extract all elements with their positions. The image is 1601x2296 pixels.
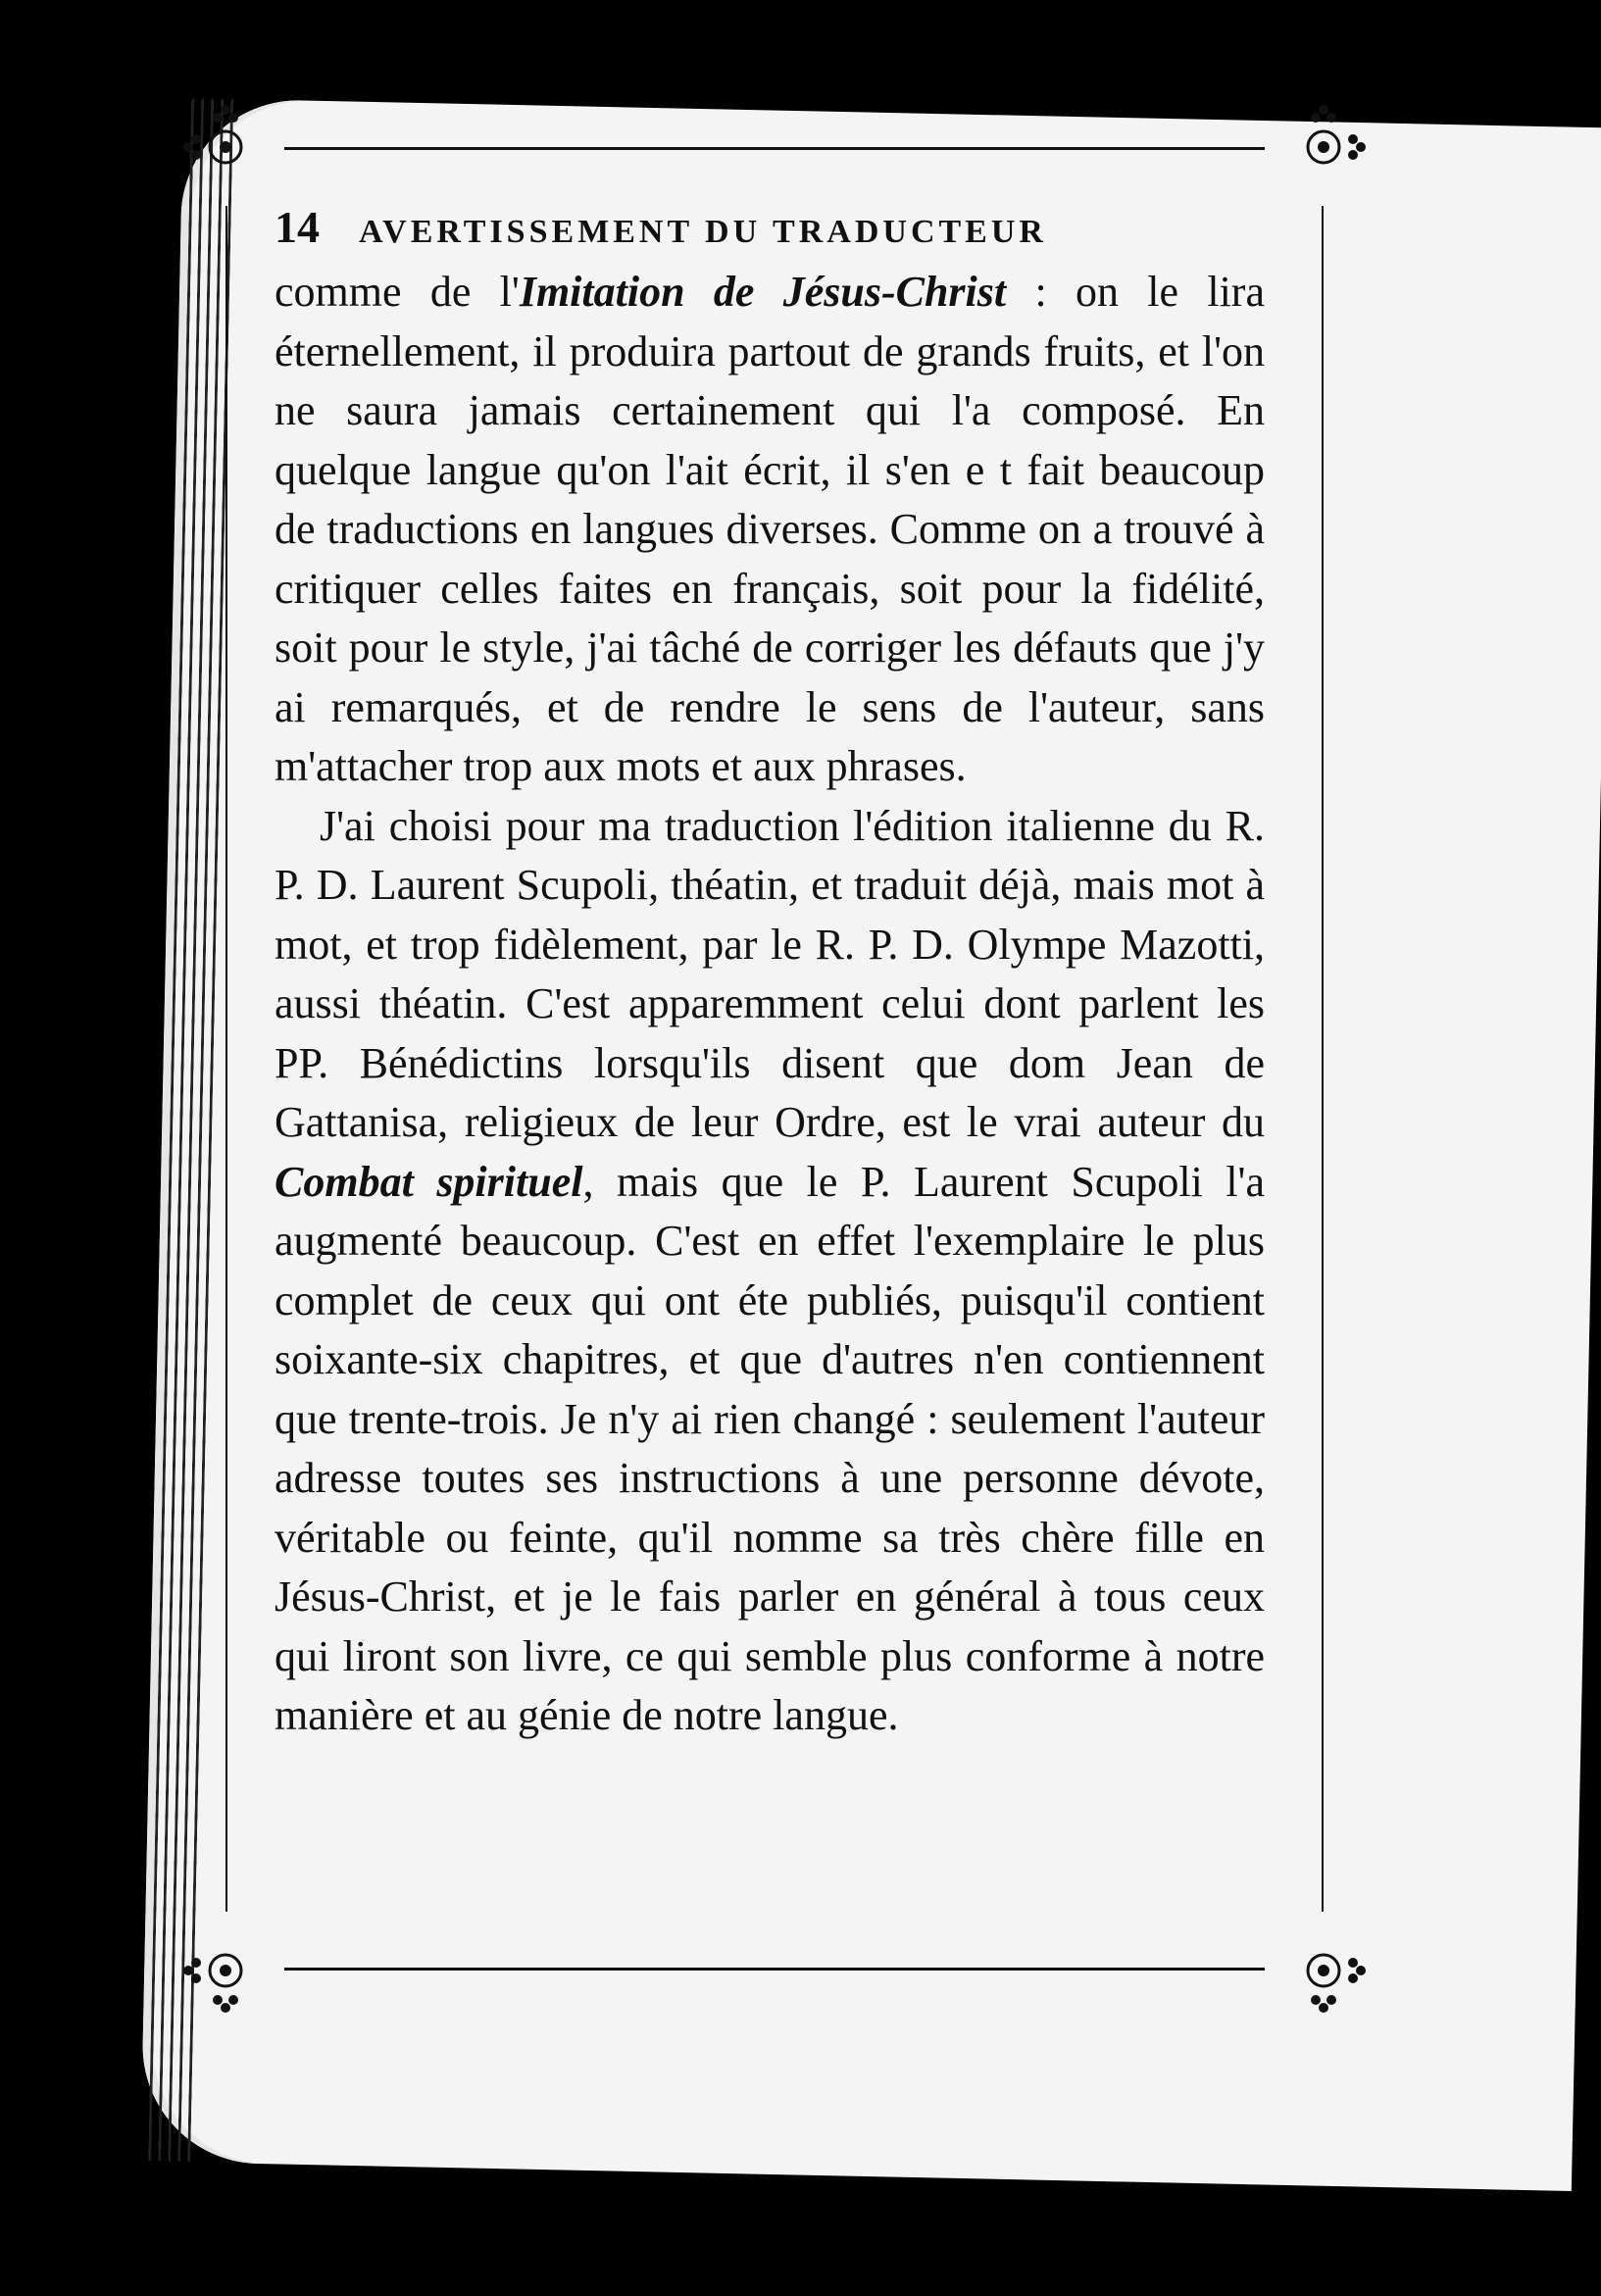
running-head xyxy=(275,201,1265,253)
frame-right-rule xyxy=(1322,206,1324,1912)
frame-top-rule xyxy=(284,147,1265,150)
corner-ornament-icon xyxy=(167,88,284,206)
paragraph-1-text-a: comme de l' xyxy=(275,268,520,316)
frame-left-rule xyxy=(225,206,227,1912)
corner-ornament-icon xyxy=(167,1912,284,2029)
corner-ornament-icon xyxy=(1265,1912,1382,2029)
page-edge xyxy=(148,98,194,2162)
page-edge xyxy=(168,99,214,2163)
corner-ornament-icon xyxy=(1265,88,1382,206)
paragraph-1 xyxy=(275,263,1265,797)
page-number: 14 xyxy=(275,202,320,252)
paragraph-2 xyxy=(275,797,1265,1746)
header-title: AVERTISSEMENT DU TRADUCTEUR xyxy=(359,214,1047,250)
book-title-imitation: Imitation de Jésus-Christ xyxy=(519,268,1007,316)
paragraph-2-text-b: , mais que le P. Laurent Scupoli l'a augmenté beaucoup. C'est en effet l'exemplaire le plus complet de ceux qui ont éte publiés, puisqu'il contient soixante-six chapitres, et que d'autres n'en contiennent que trente-trois. Je n'y ai rien changé : seulement l'auteur adresse toutes ses instructions à une personne dévote, véritable ou feinte, qu'il nomme sa très chère fille en Jésus-Christ, et je le fais parler en général à tous ceux qui liront son livre, ce qui semble plus conforme à notre manière et au génie de notre langue. xyxy=(275,1157,1265,1739)
paragraph-1-text-b: : on le lira éternellement, il produira partout de grands fruits, et l'on ne saura jamais certainement qui l'a composé. En quelque langue qu'on l'ait écrit, il s'en e t fait beaucoup de traductions en langues diverses. Comme on a trouvé à critiquer celles faites en français, soit pour la fidélité, soit pour le style, j'ai tâché de corriger les défauts que j'y ai remarqués, et de rendre le sens de l'auteur, sans m'attacher trop aux mots et aux phrases. xyxy=(275,268,1265,790)
text-block xyxy=(275,201,1265,1746)
paragraph-2-text-a: J'ai choisi pour ma traduction l'édition italienne du R. P. D. Laurent Scupoli, théatin, et traduit déjà, mais mot à mot, et trop fidèlement, par le R. P. D. Olympe Mazotti, aussi théatin. C'est apparemment celui dont parlent les PP. Bénédictins lorsqu'ils disent que dom Jean de Gattanisa, religieux de leur Ordre, est le vrai auteur du xyxy=(275,801,1265,1146)
book-title-combat: Combat spirituel xyxy=(275,1157,583,1206)
page-edge xyxy=(158,98,204,2162)
frame-bottom-rule xyxy=(284,1968,1265,1971)
